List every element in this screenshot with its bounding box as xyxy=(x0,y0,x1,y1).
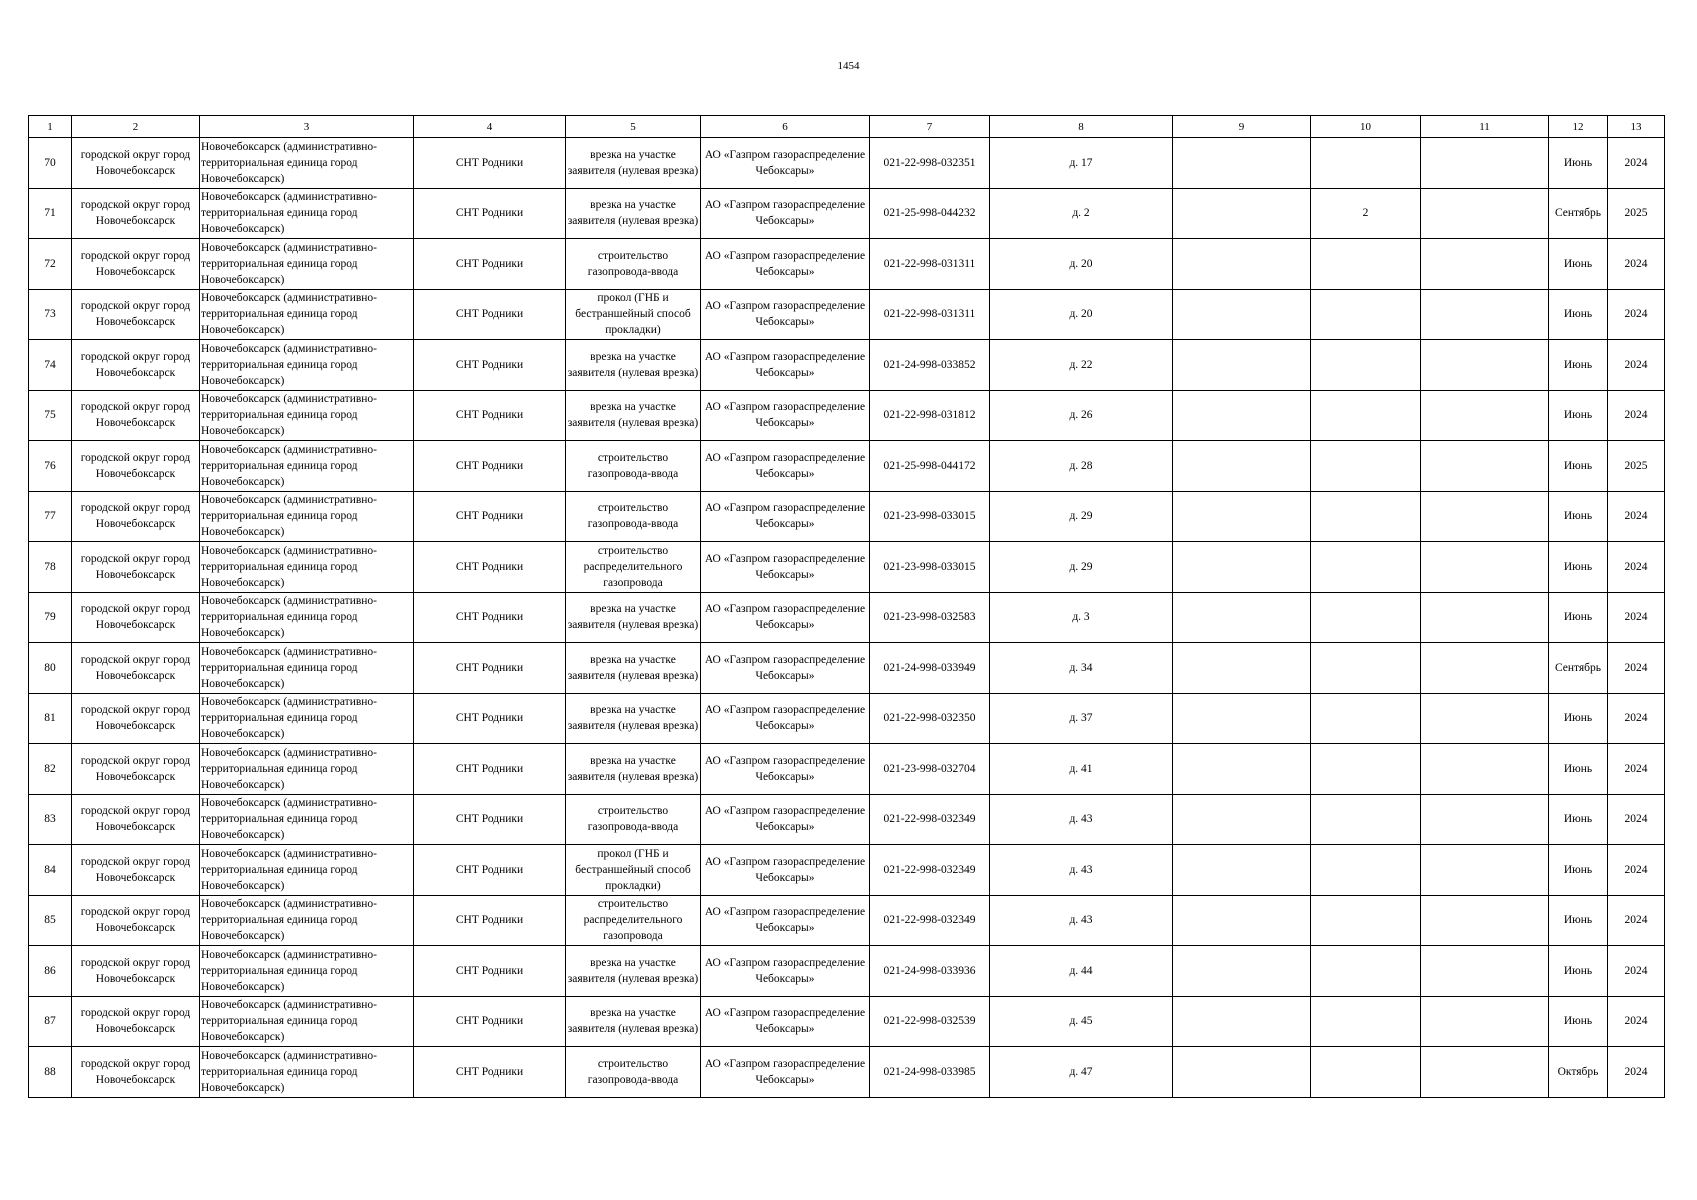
header-row xyxy=(29,116,1665,138)
settlement-cell: СНТ Родники xyxy=(414,592,566,643)
month-cell: Октябрь xyxy=(1549,1047,1608,1098)
table-row xyxy=(29,996,1665,1047)
column-11-cell xyxy=(1421,744,1549,795)
year-cell: 2024 xyxy=(1608,390,1665,441)
work-type-cell: врезка на участке заявителя (нулевая врезка) xyxy=(566,643,701,694)
house-number-cell: д. 43 xyxy=(990,845,1173,896)
house-number-cell: д. 43 xyxy=(990,794,1173,845)
table-header xyxy=(29,116,1665,138)
admin-unit-cell: Новочебоксарск (административно-территориальная единица город Новочебоксарск) xyxy=(200,794,414,845)
admin-unit-cell: Новочебоксарск (административно-территориальная единица город Новочебоксарск) xyxy=(200,340,414,391)
district-cell: городской округ город Новочебоксарск xyxy=(72,895,200,946)
row-number: 85 xyxy=(29,895,72,946)
page-number: 1454 xyxy=(837,60,860,72)
request-code-cell: 021-22-998-032349 xyxy=(870,794,990,845)
organization-cell: АО «Газпром газораспределение Чебоксары» xyxy=(701,592,870,643)
work-type-cell: врезка на участке заявителя (нулевая врезка) xyxy=(566,188,701,239)
request-code-cell: 021-22-998-032539 xyxy=(870,996,990,1047)
month-cell: Сентябрь xyxy=(1549,188,1608,239)
organization-cell: АО «Газпром газораспределение Чебоксары» xyxy=(701,239,870,290)
column-9-cell xyxy=(1173,895,1311,946)
work-type-cell: прокол (ГНБ и бестраншейный способ прокладки) xyxy=(566,845,701,896)
column-header-13: 13 xyxy=(1608,116,1665,138)
district-cell: городской округ город Новочебоксарск xyxy=(72,390,200,441)
column-11-cell xyxy=(1421,390,1549,441)
admin-unit-cell: Новочебоксарск (административно-территориальная единица город Новочебоксарск) xyxy=(200,693,414,744)
request-code-cell: 021-22-998-031311 xyxy=(870,289,990,340)
house-number-cell: д. 34 xyxy=(990,643,1173,694)
column-10-cell xyxy=(1311,946,1421,997)
request-code-cell: 021-22-998-031812 xyxy=(870,390,990,441)
row-number: 73 xyxy=(29,289,72,340)
settlement-cell: СНТ Родники xyxy=(414,289,566,340)
settlement-cell: СНТ Родники xyxy=(414,239,566,290)
district-cell: городской округ город Новочебоксарск xyxy=(72,643,200,694)
month-cell: Июнь xyxy=(1549,340,1608,391)
column-header-4: 4 xyxy=(414,116,566,138)
request-code-cell: 021-25-998-044172 xyxy=(870,441,990,492)
request-code-cell: 021-22-998-032349 xyxy=(870,895,990,946)
table-row xyxy=(29,289,1665,340)
district-cell: городской округ город Новочебоксарск xyxy=(72,1047,200,1098)
year-cell: 2024 xyxy=(1608,946,1665,997)
column-10-cell xyxy=(1311,845,1421,896)
table-body xyxy=(29,138,1665,1098)
work-type-cell: врезка на участке заявителя (нулевая врезка) xyxy=(566,744,701,795)
organization-cell: АО «Газпром газораспределение Чебоксары» xyxy=(701,188,870,239)
row-number: 79 xyxy=(29,592,72,643)
settlement-cell: СНТ Родники xyxy=(414,1047,566,1098)
column-header-11: 11 xyxy=(1421,116,1549,138)
organization-cell: АО «Газпром газораспределение Чебоксары» xyxy=(701,794,870,845)
month-cell: Июнь xyxy=(1549,289,1608,340)
work-type-cell: строительство газопровода-ввода xyxy=(566,1047,701,1098)
month-cell: Июнь xyxy=(1549,946,1608,997)
year-cell: 2024 xyxy=(1608,693,1665,744)
column-10-cell xyxy=(1311,441,1421,492)
month-cell: Июнь xyxy=(1549,138,1608,189)
house-number-cell: д. 29 xyxy=(990,491,1173,542)
column-10-cell xyxy=(1311,542,1421,593)
year-cell: 2024 xyxy=(1608,744,1665,795)
month-cell: Июнь xyxy=(1549,592,1608,643)
settlement-cell: СНТ Родники xyxy=(414,845,566,896)
row-number: 76 xyxy=(29,441,72,492)
column-10-cell xyxy=(1311,491,1421,542)
work-type-cell: строительство распределительного газопровода xyxy=(566,895,701,946)
district-cell: городской округ город Новочебоксарск xyxy=(72,138,200,189)
organization-cell: АО «Газпром газораспределение Чебоксары» xyxy=(701,744,870,795)
column-header-2: 2 xyxy=(72,116,200,138)
work-type-cell: врезка на участке заявителя (нулевая врезка) xyxy=(566,996,701,1047)
organization-cell: АО «Газпром газораспределение Чебоксары» xyxy=(701,643,870,694)
district-cell: городской округ город Новочебоксарск xyxy=(72,542,200,593)
column-10-cell xyxy=(1311,239,1421,290)
admin-unit-cell: Новочебоксарск (административно-территориальная единица город Новочебоксарск) xyxy=(200,542,414,593)
column-header-3: 3 xyxy=(200,116,414,138)
month-cell: Июнь xyxy=(1549,239,1608,290)
column-9-cell xyxy=(1173,744,1311,795)
column-9-cell xyxy=(1173,289,1311,340)
year-cell: 2024 xyxy=(1608,794,1665,845)
admin-unit-cell: Новочебоксарск (административно-территориальная единица город Новочебоксарск) xyxy=(200,188,414,239)
district-cell: городской округ город Новочебоксарск xyxy=(72,188,200,239)
row-number: 83 xyxy=(29,794,72,845)
column-11-cell xyxy=(1421,996,1549,1047)
district-cell: городской округ город Новочебоксарск xyxy=(72,340,200,391)
organization-cell: АО «Газпром газораспределение Чебоксары» xyxy=(701,390,870,441)
column-11-cell xyxy=(1421,845,1549,896)
organization-cell: АО «Газпром газораспределение Чебоксары» xyxy=(701,340,870,391)
table-row xyxy=(29,794,1665,845)
column-9-cell xyxy=(1173,340,1311,391)
admin-unit-cell: Новочебоксарск (административно-территориальная единица город Новочебоксарск) xyxy=(200,643,414,694)
column-10-cell xyxy=(1311,895,1421,946)
request-code-cell: 021-22-998-031311 xyxy=(870,239,990,290)
settlement-cell: СНТ Родники xyxy=(414,441,566,492)
request-code-cell: 021-22-998-032350 xyxy=(870,693,990,744)
organization-cell: АО «Газпром газораспределение Чебоксары» xyxy=(701,895,870,946)
organization-cell: АО «Газпром газораспределение Чебоксары» xyxy=(701,946,870,997)
row-number: 80 xyxy=(29,643,72,694)
year-cell: 2024 xyxy=(1608,643,1665,694)
column-11-cell xyxy=(1421,895,1549,946)
work-type-cell: строительство газопровода-ввода xyxy=(566,491,701,542)
row-number: 74 xyxy=(29,340,72,391)
column-9-cell xyxy=(1173,491,1311,542)
district-cell: городской округ город Новочебоксарск xyxy=(72,996,200,1047)
admin-unit-cell: Новочебоксарск (административно-территориальная единица город Новочебоксарск) xyxy=(200,138,414,189)
house-number-cell: д. 43 xyxy=(990,895,1173,946)
district-cell: городской округ город Новочебоксарск xyxy=(72,239,200,290)
column-11-cell xyxy=(1421,441,1549,492)
house-number-cell: д. 28 xyxy=(990,441,1173,492)
work-type-cell: врезка на участке заявителя (нулевая врезка) xyxy=(566,390,701,441)
district-cell: городской округ город Новочебоксарск xyxy=(72,693,200,744)
admin-unit-cell: Новочебоксарск (административно-территориальная единица город Новочебоксарск) xyxy=(200,744,414,795)
column-10-cell xyxy=(1311,390,1421,441)
house-number-cell: д. 20 xyxy=(990,289,1173,340)
request-code-cell: 021-23-998-032704 xyxy=(870,744,990,795)
admin-unit-cell: Новочебоксарск (административно-территориальная единица город Новочебоксарск) xyxy=(200,895,414,946)
table-row xyxy=(29,188,1665,239)
column-10-cell xyxy=(1311,693,1421,744)
district-cell: городской округ город Новочебоксарск xyxy=(72,441,200,492)
admin-unit-cell: Новочебоксарск (административно-территориальная единица город Новочебоксарск) xyxy=(200,845,414,896)
registry-table xyxy=(28,115,1665,1098)
table-row xyxy=(29,138,1665,189)
settlement-cell: СНТ Родники xyxy=(414,946,566,997)
house-number-cell: д. 29 xyxy=(990,542,1173,593)
table-row xyxy=(29,491,1665,542)
column-10-cell xyxy=(1311,340,1421,391)
year-cell: 2024 xyxy=(1608,491,1665,542)
work-type-cell: строительство распределительного газопровода xyxy=(566,542,701,593)
request-code-cell: 021-24-998-033936 xyxy=(870,946,990,997)
row-number: 75 xyxy=(29,390,72,441)
column-9-cell xyxy=(1173,643,1311,694)
settlement-cell: СНТ Родники xyxy=(414,794,566,845)
row-number: 81 xyxy=(29,693,72,744)
column-11-cell xyxy=(1421,340,1549,391)
column-10-cell xyxy=(1311,643,1421,694)
district-cell: городской округ город Новочебоксарск xyxy=(72,289,200,340)
year-cell: 2024 xyxy=(1608,592,1665,643)
column-9-cell xyxy=(1173,592,1311,643)
house-number-cell: д. 37 xyxy=(990,693,1173,744)
table-row xyxy=(29,895,1665,946)
column-10-cell: 2 xyxy=(1311,188,1421,239)
house-number-cell: д. 2 xyxy=(990,188,1173,239)
table-row xyxy=(29,390,1665,441)
column-header-9: 9 xyxy=(1173,116,1311,138)
house-number-cell: д. 44 xyxy=(990,946,1173,997)
settlement-cell: СНТ Родники xyxy=(414,138,566,189)
column-11-cell xyxy=(1421,643,1549,694)
admin-unit-cell: Новочебоксарск (административно-территориальная единица город Новочебоксарск) xyxy=(200,592,414,643)
month-cell: Июнь xyxy=(1549,693,1608,744)
table-row xyxy=(29,542,1665,593)
column-9-cell xyxy=(1173,946,1311,997)
column-11-cell xyxy=(1421,946,1549,997)
column-10-cell xyxy=(1311,289,1421,340)
month-cell: Июнь xyxy=(1549,542,1608,593)
work-type-cell: врезка на участке заявителя (нулевая врезка) xyxy=(566,693,701,744)
column-9-cell xyxy=(1173,794,1311,845)
table-row xyxy=(29,340,1665,391)
table-row xyxy=(29,744,1665,795)
request-code-cell: 021-24-998-033985 xyxy=(870,1047,990,1098)
month-cell: Сентябрь xyxy=(1549,643,1608,694)
column-9-cell xyxy=(1173,239,1311,290)
house-number-cell: д. 45 xyxy=(990,996,1173,1047)
month-cell: Июнь xyxy=(1549,794,1608,845)
table-row xyxy=(29,239,1665,290)
column-9-cell xyxy=(1173,542,1311,593)
year-cell: 2024 xyxy=(1608,542,1665,593)
admin-unit-cell: Новочебоксарск (административно-территориальная единица город Новочебоксарск) xyxy=(200,289,414,340)
column-9-cell xyxy=(1173,138,1311,189)
month-cell: Июнь xyxy=(1549,441,1608,492)
column-9-cell xyxy=(1173,390,1311,441)
settlement-cell: СНТ Родники xyxy=(414,744,566,795)
settlement-cell: СНТ Родники xyxy=(414,643,566,694)
organization-cell: АО «Газпром газораспределение Чебоксары» xyxy=(701,1047,870,1098)
column-11-cell xyxy=(1421,289,1549,340)
row-number: 87 xyxy=(29,996,72,1047)
table-row xyxy=(29,845,1665,896)
organization-cell: АО «Газпром газораспределение Чебоксары» xyxy=(701,542,870,593)
settlement-cell: СНТ Родники xyxy=(414,693,566,744)
request-code-cell: 021-22-998-032349 xyxy=(870,845,990,896)
column-9-cell xyxy=(1173,441,1311,492)
house-number-cell: д. 3 xyxy=(990,592,1173,643)
district-cell: городской округ город Новочебоксарск xyxy=(72,744,200,795)
column-9-cell xyxy=(1173,845,1311,896)
row-number: 70 xyxy=(29,138,72,189)
admin-unit-cell: Новочебоксарск (административно-территориальная единица город Новочебоксарск) xyxy=(200,946,414,997)
column-10-cell xyxy=(1311,794,1421,845)
year-cell: 2024 xyxy=(1608,138,1665,189)
column-9-cell xyxy=(1173,1047,1311,1098)
table-row xyxy=(29,1047,1665,1098)
row-number: 88 xyxy=(29,1047,72,1098)
year-cell: 2025 xyxy=(1608,188,1665,239)
row-number: 86 xyxy=(29,946,72,997)
column-header-12: 12 xyxy=(1549,116,1608,138)
request-code-cell: 021-23-998-033015 xyxy=(870,491,990,542)
district-cell: городской округ город Новочебоксарск xyxy=(72,845,200,896)
organization-cell: АО «Газпром газораспределение Чебоксары» xyxy=(701,138,870,189)
table-row xyxy=(29,441,1665,492)
month-cell: Июнь xyxy=(1549,996,1608,1047)
month-cell: Июнь xyxy=(1549,744,1608,795)
admin-unit-cell: Новочебоксарск (административно-территориальная единица город Новочебоксарск) xyxy=(200,441,414,492)
organization-cell: АО «Газпром газораспределение Чебоксары» xyxy=(701,996,870,1047)
admin-unit-cell: Новочебоксарск (административно-территориальная единица город Новочебоксарск) xyxy=(200,390,414,441)
house-number-cell: д. 47 xyxy=(990,1047,1173,1098)
column-11-cell xyxy=(1421,1047,1549,1098)
settlement-cell: СНТ Родники xyxy=(414,996,566,1047)
admin-unit-cell: Новочебоксарск (административно-территориальная единица город Новочебоксарск) xyxy=(200,491,414,542)
column-11-cell xyxy=(1421,542,1549,593)
district-cell: городской округ город Новочебоксарск xyxy=(72,491,200,542)
request-code-cell: 021-25-998-044232 xyxy=(870,188,990,239)
request-code-cell: 021-22-998-032351 xyxy=(870,138,990,189)
column-11-cell xyxy=(1421,794,1549,845)
column-header-8: 8 xyxy=(990,116,1173,138)
house-number-cell: д. 17 xyxy=(990,138,1173,189)
work-type-cell: строительство газопровода-ввода xyxy=(566,441,701,492)
district-cell: городской округ город Новочебоксарск xyxy=(72,592,200,643)
row-number: 82 xyxy=(29,744,72,795)
organization-cell: АО «Газпром газораспределение Чебоксары» xyxy=(701,491,870,542)
column-11-cell xyxy=(1421,239,1549,290)
settlement-cell: СНТ Родники xyxy=(414,340,566,391)
request-code-cell: 021-24-998-033852 xyxy=(870,340,990,391)
request-code-cell: 021-24-998-033949 xyxy=(870,643,990,694)
column-10-cell xyxy=(1311,138,1421,189)
column-11-cell xyxy=(1421,188,1549,239)
settlement-cell: СНТ Родники xyxy=(414,895,566,946)
row-number: 78 xyxy=(29,542,72,593)
table-row xyxy=(29,946,1665,997)
year-cell: 2024 xyxy=(1608,996,1665,1047)
settlement-cell: СНТ Родники xyxy=(414,188,566,239)
month-cell: Июнь xyxy=(1549,390,1608,441)
year-cell: 2024 xyxy=(1608,289,1665,340)
column-10-cell xyxy=(1311,744,1421,795)
house-number-cell: д. 41 xyxy=(990,744,1173,795)
column-11-cell xyxy=(1421,491,1549,542)
house-number-cell: д. 26 xyxy=(990,390,1173,441)
column-header-7: 7 xyxy=(870,116,990,138)
month-cell: Июнь xyxy=(1549,491,1608,542)
column-10-cell xyxy=(1311,996,1421,1047)
column-11-cell xyxy=(1421,592,1549,643)
work-type-cell: врезка на участке заявителя (нулевая врезка) xyxy=(566,946,701,997)
work-type-cell: прокол (ГНБ и бестраншейный способ прокладки) xyxy=(566,289,701,340)
column-header-6: 6 xyxy=(701,116,870,138)
column-10-cell xyxy=(1311,1047,1421,1098)
row-number: 71 xyxy=(29,188,72,239)
row-number: 84 xyxy=(29,845,72,896)
organization-cell: АО «Газпром газораспределение Чебоксары» xyxy=(701,441,870,492)
column-10-cell xyxy=(1311,592,1421,643)
work-type-cell: врезка на участке заявителя (нулевая врезка) xyxy=(566,340,701,391)
admin-unit-cell: Новочебоксарск (административно-территориальная единица город Новочебоксарск) xyxy=(200,239,414,290)
column-9-cell xyxy=(1173,188,1311,239)
column-11-cell xyxy=(1421,693,1549,744)
column-header-1: 1 xyxy=(29,116,72,138)
work-type-cell: врезка на участке заявителя (нулевая врезка) xyxy=(566,138,701,189)
district-cell: городской округ город Новочебоксарск xyxy=(72,946,200,997)
house-number-cell: д. 20 xyxy=(990,239,1173,290)
admin-unit-cell: Новочебоксарск (административно-территориальная единица город Новочебоксарск) xyxy=(200,996,414,1047)
settlement-cell: СНТ Родники xyxy=(414,491,566,542)
year-cell: 2024 xyxy=(1608,1047,1665,1098)
organization-cell: АО «Газпром газораспределение Чебоксары» xyxy=(701,289,870,340)
request-code-cell: 021-23-998-033015 xyxy=(870,542,990,593)
year-cell: 2024 xyxy=(1608,895,1665,946)
table-row xyxy=(29,693,1665,744)
row-number: 72 xyxy=(29,239,72,290)
admin-unit-cell: Новочебоксарск (административно-территориальная единица город Новочебоксарск) xyxy=(200,1047,414,1098)
month-cell: Июнь xyxy=(1549,895,1608,946)
settlement-cell: СНТ Родники xyxy=(414,390,566,441)
work-type-cell: врезка на участке заявителя (нулевая врезка) xyxy=(566,592,701,643)
table-row xyxy=(29,643,1665,694)
year-cell: 2024 xyxy=(1608,845,1665,896)
row-number: 77 xyxy=(29,491,72,542)
column-9-cell xyxy=(1173,996,1311,1047)
work-type-cell: строительство газопровода-ввода xyxy=(566,239,701,290)
work-type-cell: строительство газопровода-ввода xyxy=(566,794,701,845)
district-cell: городской округ город Новочебоксарск xyxy=(72,794,200,845)
organization-cell: АО «Газпром газораспределение Чебоксары» xyxy=(701,693,870,744)
year-cell: 2024 xyxy=(1608,340,1665,391)
month-cell: Июнь xyxy=(1549,845,1608,896)
column-9-cell xyxy=(1173,693,1311,744)
settlement-cell: СНТ Родники xyxy=(414,542,566,593)
organization-cell: АО «Газпром газораспределение Чебоксары» xyxy=(701,845,870,896)
column-header-5: 5 xyxy=(566,116,701,138)
year-cell: 2024 xyxy=(1608,239,1665,290)
house-number-cell: д. 22 xyxy=(990,340,1173,391)
year-cell: 2025 xyxy=(1608,441,1665,492)
column-header-10: 10 xyxy=(1311,116,1421,138)
request-code-cell: 021-23-998-032583 xyxy=(870,592,990,643)
column-11-cell xyxy=(1421,138,1549,189)
table-row xyxy=(29,592,1665,643)
